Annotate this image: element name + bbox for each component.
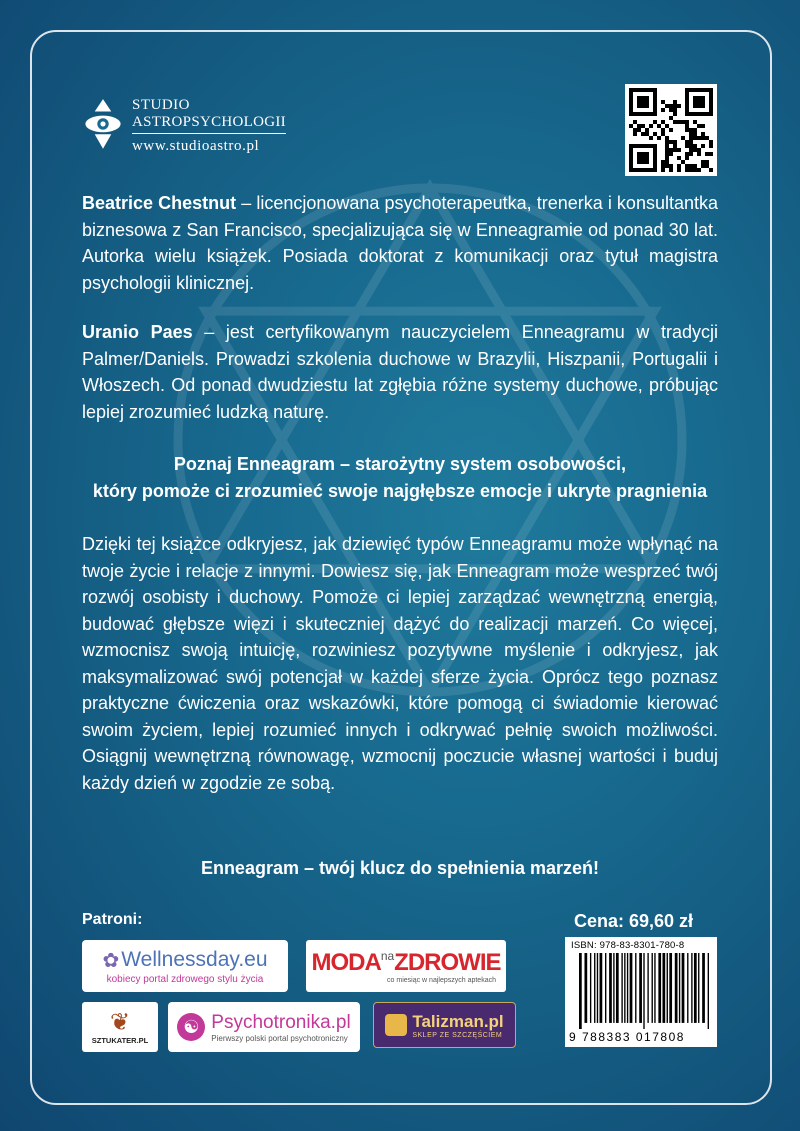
publisher-emblem-icon — [82, 97, 124, 155]
author-bio-paes — [82, 319, 718, 425]
barcode-digits: 9 788383 017808 — [569, 1030, 685, 1044]
na-word: na — [380, 948, 395, 963]
psychotronika-name: Psychotronika.pl — [211, 1011, 351, 1033]
author-bio-text: – licencjonowana psychoterapeutka, trenerka i konsultantka biznesowa z San Francisco, specjalizująca się w Enneagramie od ponad 30 lat. Autorka wielu książek. Posiada doktorat z komunikacji oraz tytuł magistra psychologii klinicznej. — [82, 193, 718, 293]
price: Cena: 69,60 zł — [574, 911, 694, 931]
author-name: Uranio Paes — [82, 322, 193, 342]
isbn-number: ISBN: 978-83-8301-780-8 — [571, 940, 685, 951]
sztukater-swirl-icon: ❦ — [109, 1008, 131, 1036]
headline-line2: który pomoże ci zrozumieć swoje najgłębsze emocje i ukryte pragnienia — [92, 481, 708, 501]
talizman-name: Talizman.pl — [412, 1011, 504, 1031]
patrons-label: Patroni: — [82, 911, 143, 928]
sztukater-name: SZTUKATER.PL — [91, 1035, 149, 1045]
sponsor-psychotronika-logo — [168, 1002, 360, 1052]
publisher-name-line2: ASTROPSYCHOLOGII — [132, 114, 286, 134]
yin-yang-icon: ☯ — [177, 1013, 205, 1041]
sponsor-wellnessday-logo — [82, 940, 288, 992]
sponsor-sztukater-logo — [82, 1002, 158, 1052]
wellness-name: Wellnessday.eu — [121, 948, 268, 971]
barcode-bars — [579, 953, 709, 1029]
author-name: Beatrice Chestnut — [82, 193, 237, 213]
description-paragraph: Dzięki tej książce odkryjesz, jak dziewięć typów Enneagramu może wpłynąć na twoje życie i relacje z innymi. Dowiesz się, jak Enneagram może wesprzeć twój rozwój osobisty i duchowy. Pomoże ci lepiej zarządzać wewnętrzną energią, budować głębsze więzi i skuteczniej dążyć do realizacji marzeń. Co więcej, wzmocnisz swoją intuicję, rozwiniesz pozytywne myślenie i odkryjesz, jak maksymalizować swój potencjał w każdej sferze życia. Oprócz tego poznasz praktyczne ćwiczenia oraz wskazówki, które pomogą ci świadomie kierować swoim życiem, lepiej rozumieć innych i odkrywać pełnię swoich możliwości. Osiągnij wewnętrzną równowagę, wzmocnij poczucie własnej wartości i buduj każdy dzień w zgodzie ze sobą. — [82, 534, 718, 793]
moda-word: MODA — [311, 948, 381, 976]
wellness-tagline: kobiecy portal zdrowego stylu życia — [106, 973, 264, 985]
qr-code — [625, 84, 717, 176]
moda-tagline: co miesiąc w najlepszych aptekach — [387, 976, 496, 984]
sponsor-talizman-logo — [373, 1002, 516, 1048]
zdrowie-word: ZDROWIE — [394, 948, 501, 976]
flower-icon: ✿ — [102, 949, 120, 972]
talizman-icon — [385, 1014, 407, 1036]
publisher-logo — [82, 97, 286, 156]
publisher-name-line1: STUDIO — [132, 97, 190, 113]
isbn-barcode — [565, 937, 717, 1047]
tagline: Enneagram – twój klucz do spełnienia marzeń! — [200, 858, 600, 878]
author-bio-chestnut — [82, 190, 718, 296]
headline-line1: Poznaj Enneagram – starożytny system osobowości, — [173, 454, 627, 474]
author-bio-text: – jest certyfikowanym nauczycielem Enneagramu w tradycji Palmer/Daniels. Prowadzi szkolenia duchowe w Brazylii, Hiszpanii, Portugalii i Włoszech. Od ponad dwudziestu lat zgłębia różne systemy duchowe, próbując lepiej zrozumieć ludzką naturę. — [82, 322, 718, 422]
psychotronika-tagline: Pierwszy polski portal psychotroniczny — [211, 1033, 348, 1043]
headline — [60, 451, 740, 505]
sponsor-modanazdrowie-logo — [306, 940, 506, 992]
talizman-tagline: SKLEP ZE SZCZĘŚCIEM — [412, 1031, 503, 1039]
publisher-url: www.studioastro.pl — [132, 138, 260, 154]
